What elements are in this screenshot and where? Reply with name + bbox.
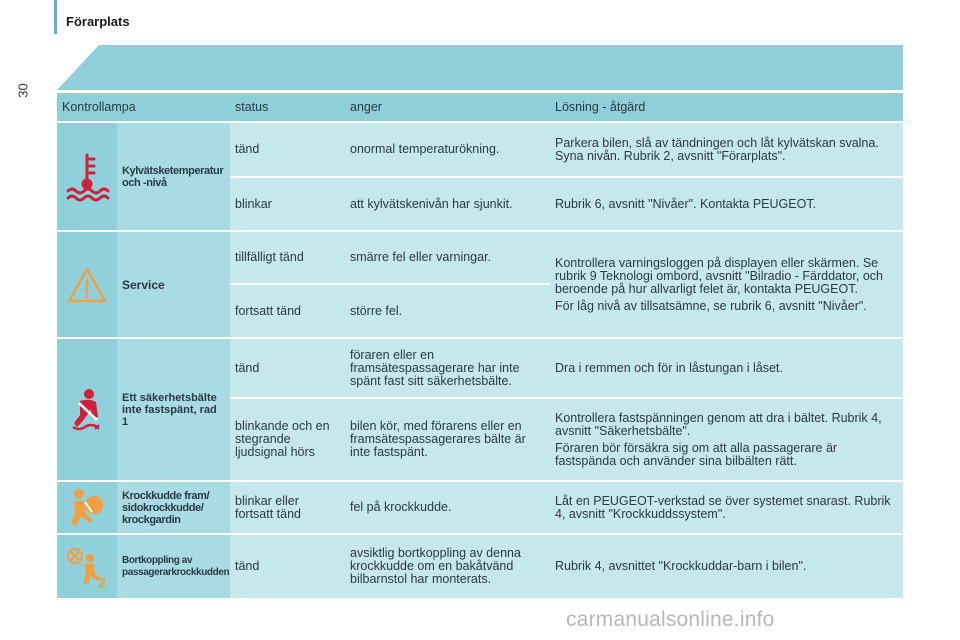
status-cell: tänd <box>230 535 345 598</box>
solution-cell: Parkera bilen, slå av tändningen och låt kylvätskan svalna. Syna nivån. Rubrik 2, avsnitt "Förarplats". <box>550 123 903 176</box>
passenger-airbag-off-lamp-name: Bortkoppling av passagerarkrockkudden <box>117 535 230 598</box>
table-row <box>57 482 903 533</box>
column-header-lamp: Kontrollampa <box>57 93 230 121</box>
solution-cell: Dra i remmen och för in låstungan i låset. <box>550 339 903 397</box>
indicates-cell: att kylvätskenivån har sjunkit. <box>345 178 550 230</box>
indicates-cell: föraren eller en framsätespassagerare har inte spänt fast sitt säkerhetsbälte. <box>345 339 550 397</box>
solution-paragraph: Kontrollera fastspänningen genom att dra i bältet. Rubrik 4, avsnitt "Säkerhetsbälte". <box>555 410 882 438</box>
header-accent-bar <box>54 0 57 34</box>
solution-paragraph: Kontrollera varningsloggen på displayen eller skärmen. Se rubrik 9 Teknologi ombord, avsnitt "Bilradio - Färddator, och beroende på hur allvarligt felet är, kontakta PEUGEOT. <box>555 255 883 296</box>
passenger-airbag-off-icon <box>64 544 110 590</box>
airbag-lamp-name: Krockkudde fram/ sidokrockkudde/ krockgardin <box>117 482 230 533</box>
watermark: carmanualsonline.info <box>566 608 775 631</box>
service-lamp-icon-cell <box>57 232 117 337</box>
table-banner <box>57 45 903 90</box>
coolant-lamp-name: Kylvätsketemperatur och -nivå <box>117 123 230 230</box>
solution-cell: Rubrik 6, avsnitt "Nivåer". Kontakta PEUGEOT. <box>550 178 903 230</box>
indicates-cell: större fel. <box>345 285 550 337</box>
solution-cell: Rubrik 4, avsnittet "Krockkuddar-barn i bilen". <box>550 535 903 598</box>
banner-corner <box>57 45 99 90</box>
indicates-cell: avsiktlig bortkoppling av denna krockkudde om en bakåtvänd bilbarnstol har monterats. <box>345 535 550 598</box>
seatbelt-icon <box>67 387 107 433</box>
indicates-cell: fel på krockkudde. <box>345 482 550 533</box>
service-lamp-name: Service <box>117 232 230 337</box>
solution-cell: Låt en PEUGEOT-verkstad se över systemet snarast. Rubrik 4, avsnitt "Krockkuddssystem". <box>550 482 903 533</box>
airbag-icon <box>66 486 108 530</box>
indicates-cell: onormal temperaturökning. <box>345 123 550 176</box>
svg-text:2: 2 <box>98 574 107 590</box>
table-row <box>57 232 903 283</box>
solution-paragraph: För låg nivå av tillsatsämne, se rubrik 6, avsnitt "Nivåer". <box>555 298 867 313</box>
table-row <box>57 339 903 397</box>
status-cell: blinkar <box>230 178 345 230</box>
warning-lamp-table <box>57 91 903 600</box>
passenger-airbag-off-lamp-icon-cell <box>57 535 117 598</box>
status-cell: tänd <box>230 339 345 397</box>
status-cell: fortsatt tänd <box>230 285 345 337</box>
indicates-cell: smärre fel eller varningar. <box>345 232 550 283</box>
seatbelt-lamp-name: Ett säkerhetsbälte inte fastspänt, rad 1 <box>117 339 230 480</box>
warning-triangle-icon <box>66 265 108 305</box>
status-cell: tillfälligt tänd <box>230 232 345 283</box>
table-row <box>57 123 903 176</box>
status-cell: blinkande och en stegrande ljudsignal hörs <box>230 399 345 480</box>
solution-cell <box>550 232 903 337</box>
status-cell: tänd <box>230 123 345 176</box>
page-title: Förarplats <box>66 14 130 29</box>
column-header-status: status <box>230 93 345 121</box>
table-header-row <box>57 93 903 121</box>
table-row <box>57 535 903 598</box>
column-header-indicates: anger <box>345 93 550 121</box>
seatbelt-lamp-icon-cell <box>57 339 117 480</box>
indicates-cell: bilen kör, med förarens eller en framsätespassagerares bälte är inte fastspänt. <box>345 399 550 480</box>
column-header-solution: Lösning - åtgärd <box>550 93 903 121</box>
coolant-temperature-icon <box>64 151 110 203</box>
airbag-lamp-icon-cell <box>57 482 117 533</box>
solution-cell <box>550 399 903 480</box>
status-cell: blinkar eller fortsatt tänd <box>230 482 345 533</box>
solution-paragraph: Föraren bör försäkra sig om att alla passagerare är fastspända och använder sina bilbälten rätt. <box>555 440 838 468</box>
coolant-lamp-icon-cell <box>57 123 117 230</box>
page-number: 30 <box>15 83 31 98</box>
